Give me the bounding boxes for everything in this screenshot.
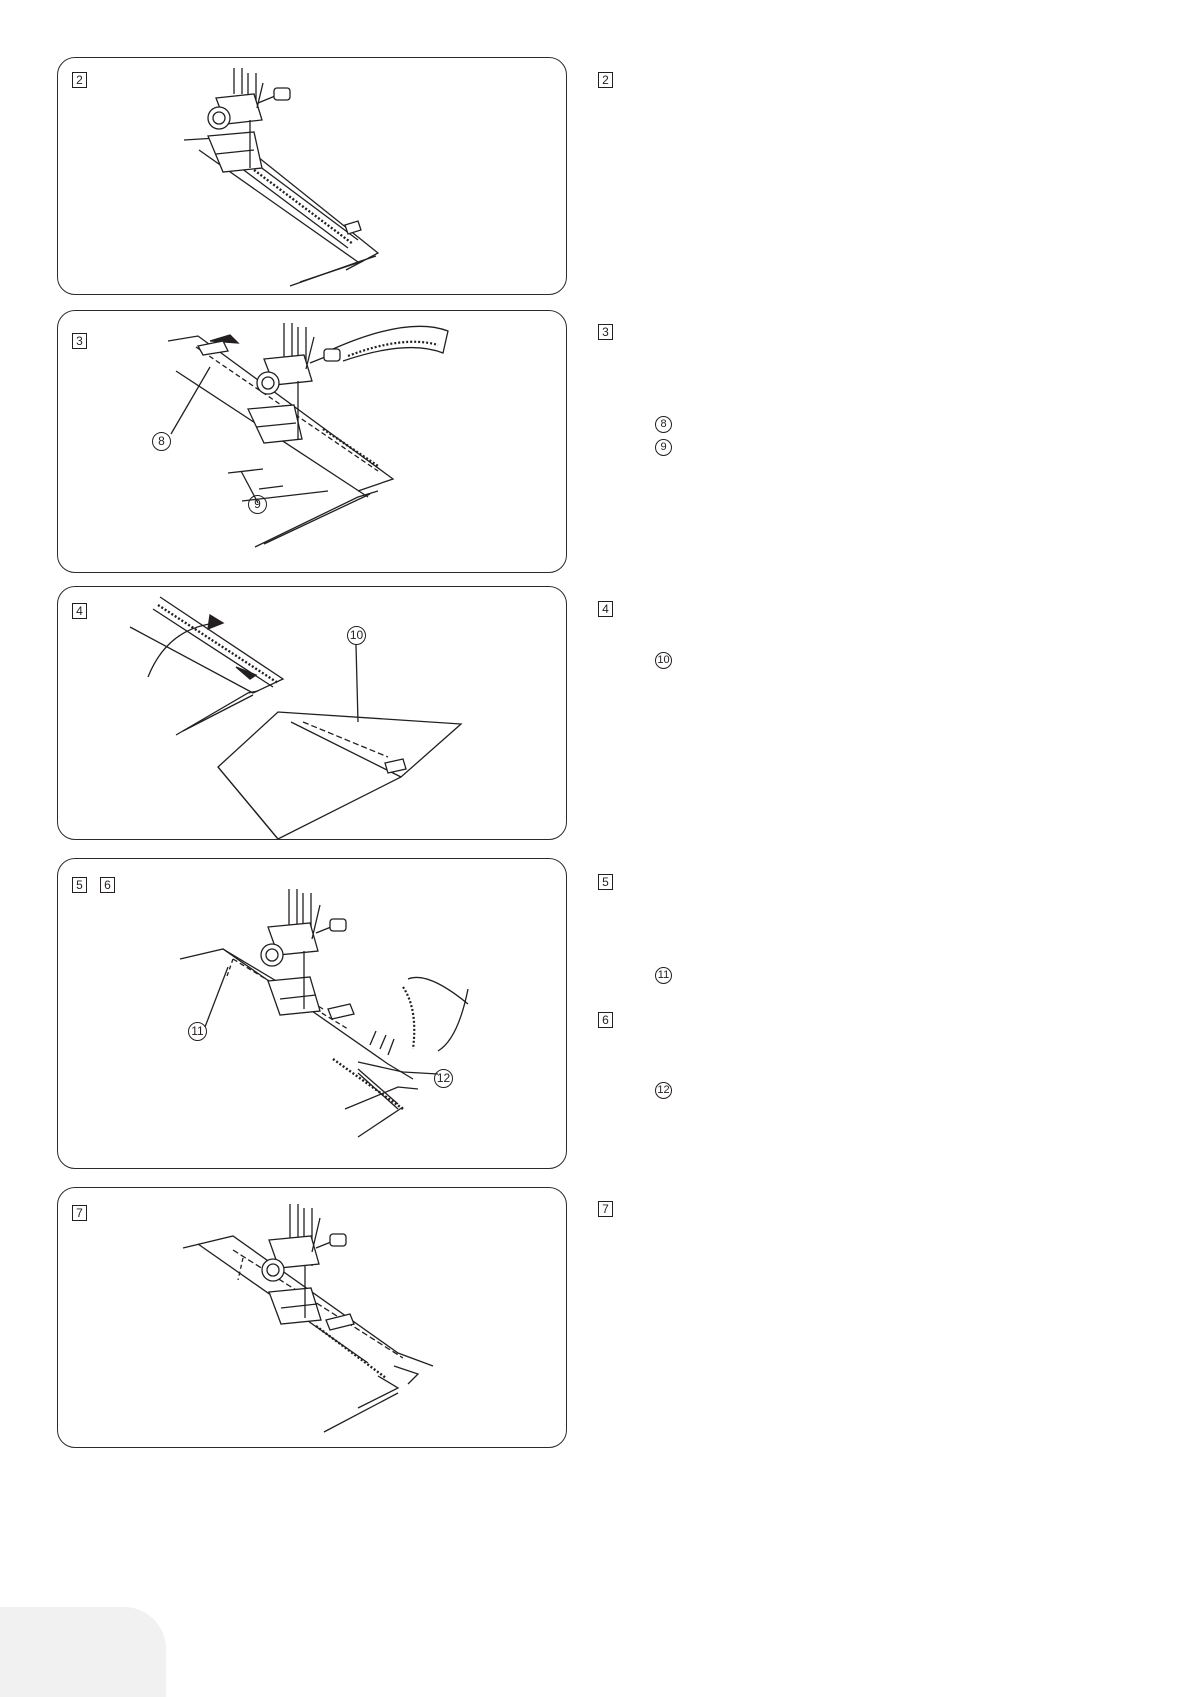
callout-12: 12 — [434, 1069, 453, 1088]
callout-8: 8 — [152, 432, 171, 451]
zipper-complete-illustration — [58, 1188, 567, 1448]
step-number-box: 7 — [72, 1205, 87, 1221]
text-callout-10: 10 — [655, 652, 672, 669]
illustration-panel-step-3 — [57, 310, 567, 573]
text-step-marker-3: 3 — [598, 324, 613, 340]
text-step-marker-7: 7 — [598, 1201, 613, 1217]
callout-9: 9 — [248, 495, 267, 514]
text-callout-8: 8 — [655, 416, 672, 433]
callout-10: 10 — [347, 626, 366, 645]
illustration-panel-step-2 — [57, 57, 567, 295]
step-number-box: 5 — [72, 877, 87, 893]
text-step-marker-5: 5 — [598, 874, 613, 890]
step-number-box: 4 — [72, 603, 87, 619]
step-number-box: 2 — [72, 72, 87, 88]
fabric-open-illustration — [58, 587, 567, 840]
text-step-marker-4: 4 — [598, 601, 613, 617]
illustration-panel-step-5-6 — [57, 858, 567, 1169]
zipper-foot-illustration — [58, 58, 567, 295]
callout-11: 11 — [188, 1022, 207, 1041]
illustration-panel-step-7 — [57, 1187, 567, 1448]
text-callout-11: 11 — [655, 967, 672, 984]
zipper-finish-illustration — [58, 859, 567, 1169]
text-callout-9: 9 — [655, 439, 672, 456]
step-number-box: 3 — [72, 333, 87, 349]
text-callout-12: 12 — [655, 1082, 672, 1099]
text-step-marker-6: 6 — [598, 1012, 613, 1028]
illustration-panel-step-4 — [57, 586, 567, 840]
step-number-box: 6 — [100, 877, 115, 893]
zipper-stitching-illustration — [58, 311, 567, 573]
text-step-marker-2: 2 — [598, 72, 613, 88]
